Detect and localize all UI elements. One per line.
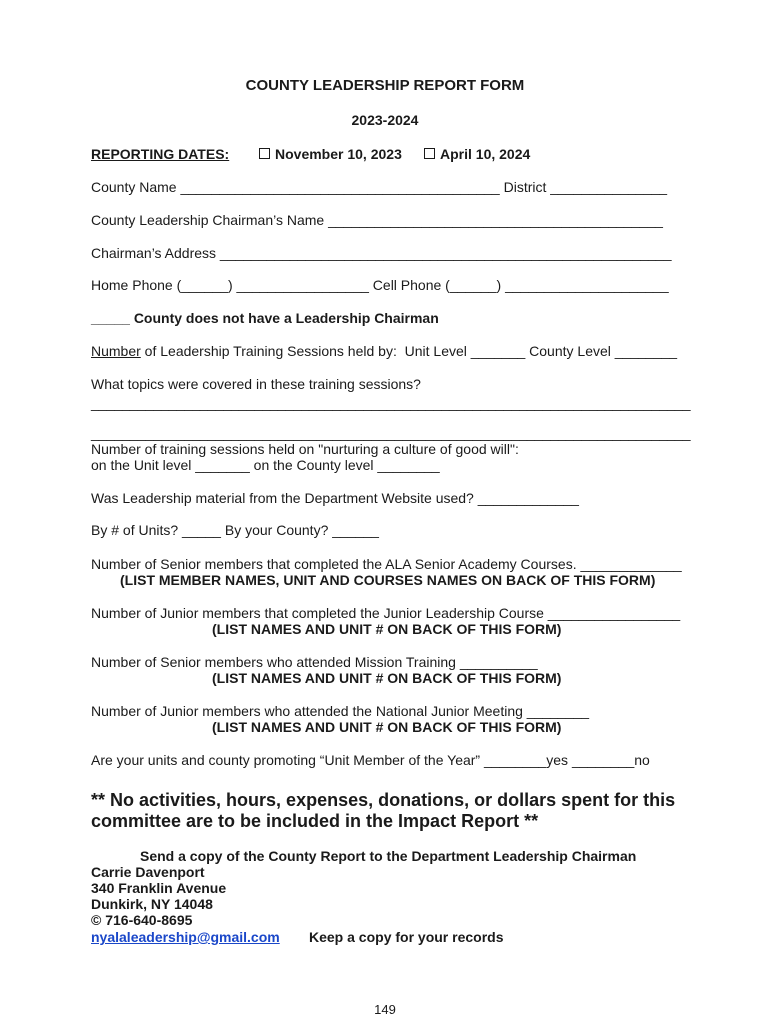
topics-line-2[interactable]: _____________________________________________________________________________ <box>91 425 691 441</box>
number-word: Number <box>91 343 141 359</box>
chairman-name-field[interactable]: County Leadership Chairman’s Name ___________________________________________ <box>91 212 663 228</box>
training-sessions-text: of Leadership Training Sessions held by: Unit Level _______ County Level ________ <box>140 343 678 359</box>
senior-academy-note: (LIST MEMBER NAMES, UNIT AND COURSES NAMES ON BACK OF THIS FORM) <box>120 572 656 588</box>
junior-meeting-note: (LIST NAMES AND UNIT # ON BACK OF THIS FORM) <box>212 719 562 735</box>
website-field[interactable]: Was Leadership material from the Department Website used? _____________ <box>91 490 579 506</box>
senior-academy-field[interactable]: Number of Senior members that completed the ALA Senior Academy Courses. _____________ <box>91 556 682 572</box>
chairman-address-field[interactable]: Chairman’s Address __________________________________________________________ <box>91 245 672 261</box>
form-year: 2023-2024 <box>351 112 419 128</box>
checkbox-icon[interactable] <box>259 148 270 159</box>
promoting-field[interactable]: Are your units and county promoting “Unit Member of the Year” ________yes ________no <box>91 752 650 768</box>
impact-warning-line-1: ** No activities, hours, expenses, donations, or dollars spent for this <box>91 790 676 810</box>
mission-training-field[interactable]: Number of Senior members who attended Mission Training __________ <box>91 654 538 670</box>
no-chairman-field[interactable]: _____ County does not have a Leadership Chairman <box>91 310 439 326</box>
units-field[interactable]: By # of Units? _____ By your County? ______ <box>91 522 379 538</box>
nurturing-question: Number of training sessions held on "nurturing a culture of good will": <box>91 441 519 457</box>
topics-line-1[interactable]: _____________________________________________________________________________ <box>91 395 691 411</box>
contact-street: 340 Franklin Avenue <box>91 880 227 896</box>
contact-phone: © 716-640-8695 <box>91 912 193 928</box>
checkbox-icon[interactable] <box>424 148 435 159</box>
reporting-date-2-label: April 10, 2024 <box>440 146 531 162</box>
junior-meeting-field[interactable]: Number of Junior members who attended the National Junior Meeting ________ <box>91 703 590 719</box>
send-copy-instruction: Send a copy of the County Report to the Department Leadership Chairman <box>140 848 637 864</box>
reporting-date-1[interactable] <box>259 146 402 162</box>
contact-city: Dunkirk, NY 14048 <box>91 896 213 912</box>
reporting-date-2[interactable] <box>424 146 530 162</box>
page-number: 149 <box>374 1002 396 1017</box>
reporting-date-1-label: November 10, 2023 <box>275 146 402 162</box>
phone-field[interactable]: Home Phone (______) _________________ Cell Phone (______) _____________________ <box>91 277 669 293</box>
form-title: COUNTY LEADERSHIP REPORT FORM <box>245 77 525 94</box>
contact-name: Carrie Davenport <box>91 864 205 880</box>
county-name-field[interactable]: County Name _________________________________________ District _______________ <box>91 179 668 195</box>
topics-question: What topics were covered in these training sessions? <box>91 376 421 392</box>
nurturing-field[interactable]: on the Unit level _______ on the County level ________ <box>91 457 440 473</box>
training-sessions-field[interactable] <box>91 343 677 359</box>
impact-warning-line-2: committee are to be included in the Impact Report ** <box>91 811 539 831</box>
junior-course-note: (LIST NAMES AND UNIT # ON BACK OF THIS FORM) <box>212 621 562 637</box>
keep-copy-note: Keep a copy for your records <box>309 929 504 945</box>
junior-course-field[interactable]: Number of Junior members that completed the Junior Leadership Course _________________ <box>91 605 681 621</box>
mission-training-note: (LIST NAMES AND UNIT # ON BACK OF THIS FORM) <box>212 670 562 686</box>
contact-email-link[interactable]: nyalaleadership@gmail.com <box>91 929 280 945</box>
reporting-dates-label: REPORTING DATES: <box>91 146 230 162</box>
